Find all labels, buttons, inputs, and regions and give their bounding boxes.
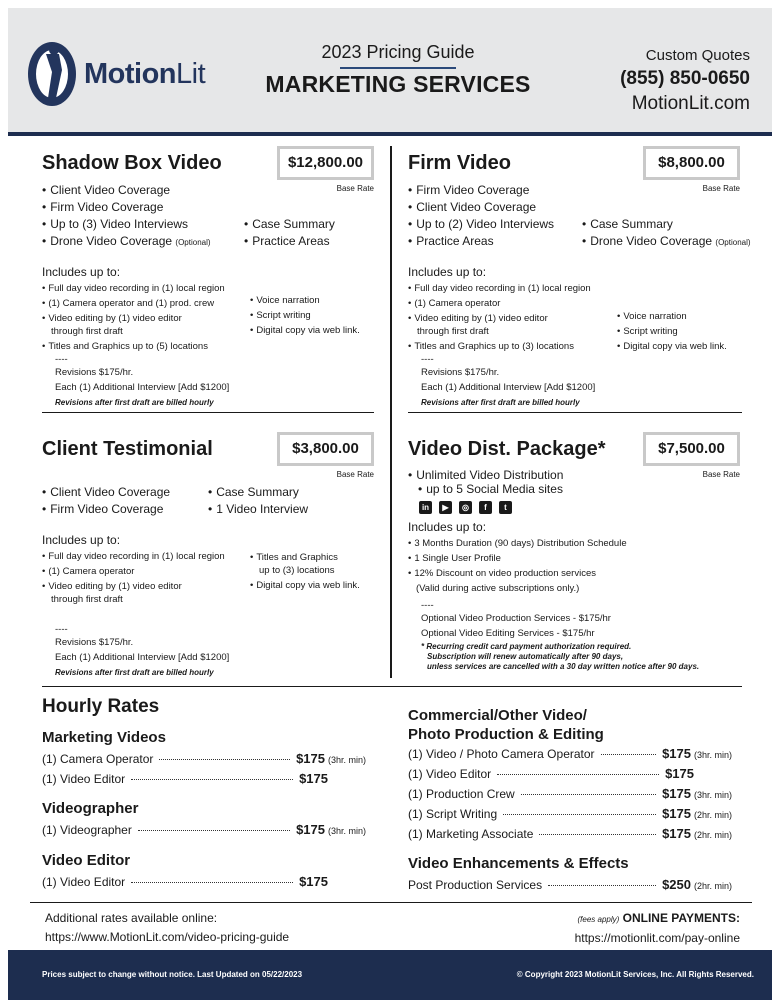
- dot-leader: [521, 794, 656, 795]
- revisions-rate: Revisions $175/hr.: [421, 367, 500, 378]
- feature-text: Drone Video Coverage: [50, 234, 173, 248]
- rate-row: [42, 874, 328, 889]
- feature-item: • Client Video Coverage: [42, 182, 211, 199]
- page-title: MARKETING SERVICES: [265, 71, 531, 97]
- dot-leader: [131, 882, 293, 883]
- feature-item: • Firm Video Coverage: [42, 199, 211, 216]
- includes-label: Includes up to:: [408, 265, 487, 279]
- website-link[interactable]: MotionLit.com: [631, 93, 750, 114]
- firm-video-title: Firm Video: [408, 152, 511, 174]
- revisions-note: Revisions after first draft are billed hourly: [55, 398, 214, 407]
- base-rate-label: Base Rate: [336, 470, 374, 479]
- dot-leader: [503, 814, 656, 815]
- rate-minimum: (2hr. min): [694, 881, 733, 891]
- rate-row: [408, 786, 738, 801]
- revisions-rate: Revisions $175/hr.: [55, 637, 134, 648]
- additional-interview: Each (1) Additional Interview [Add $1200]: [55, 382, 230, 393]
- additional-interview: Each (1) Additional Interview [Add $1200]: [421, 382, 596, 393]
- dot-leader: [159, 759, 290, 760]
- dot-leader: [497, 774, 659, 775]
- dot-leader: [548, 885, 656, 886]
- custom-quotes-label: Custom Quotes: [645, 47, 750, 64]
- feature-item: • Case Summary: [208, 484, 308, 501]
- include-item: • Digital copy via web link.: [250, 323, 360, 338]
- firm-features-left: [408, 182, 554, 250]
- rate-amount: $250: [662, 877, 691, 892]
- rate-row: [42, 822, 372, 837]
- row-divider-left: [42, 412, 374, 413]
- commercial-title-line1: Commercial/Other Video/: [408, 707, 587, 724]
- rate-amount: $175: [299, 874, 328, 889]
- client-testimonial-title: Client Testimonial: [42, 438, 213, 460]
- rate-amount: $175: [299, 771, 328, 786]
- pay-online-link[interactable]: https://motionlit.com/pay-online: [574, 931, 740, 945]
- include-item: • Full day video recording in (1) local region: [42, 281, 225, 296]
- additional-interview: Each (1) Additional Interview [Add $1200]: [55, 652, 230, 663]
- optional-tag: (Optional): [175, 238, 211, 247]
- bottom-divider: [30, 902, 752, 903]
- marketing-videos-title: Marketing Videos: [42, 729, 166, 746]
- rate-amount: $175: [665, 766, 694, 781]
- fees-note: (fees apply): [577, 915, 620, 924]
- rate-row: [42, 751, 372, 766]
- includes-label: Includes up to:: [42, 533, 121, 547]
- footer-bar: [8, 950, 772, 1000]
- feature-text: Drone Video Coverage: [590, 234, 713, 248]
- column-divider: [390, 146, 392, 678]
- feature-item: [582, 233, 751, 251]
- include-item: • 12% Discount on video production services: [408, 566, 627, 581]
- brand-motion: Motion: [84, 58, 177, 90]
- rate-label: (1) Videographer: [42, 823, 132, 837]
- video-editor-title: Video Editor: [42, 852, 131, 869]
- dot-leader: [138, 830, 290, 831]
- instagram-icon[interactable]: ◎: [459, 501, 472, 514]
- include-item: • Video editing by (1) video editor: [42, 579, 225, 594]
- optional-tag: (Optional): [715, 238, 751, 247]
- rate-row: [42, 771, 328, 786]
- rate-label: (1) Camera Operator: [42, 752, 154, 766]
- additional-rates-label: Additional rates available online:: [45, 911, 218, 925]
- rate-row: [408, 826, 738, 841]
- hourly-divider: [42, 686, 742, 687]
- rate-minimum: (3hr. min): [694, 790, 733, 800]
- include-item: • (1) Camera operator: [408, 296, 591, 311]
- row-divider-right: [408, 412, 742, 413]
- optional-editing: Optional Video Editing Services - $175/hr: [421, 628, 595, 639]
- dash-separator: ----: [55, 624, 68, 635]
- motionlit-logo-icon: [26, 40, 78, 108]
- feature-item-cont: • up to 5 Social Media sites: [408, 481, 563, 498]
- recurring-note: * Recurring credit card payment authorization required.: [421, 642, 632, 651]
- feature-item: • Up to (2) Video Interviews: [408, 216, 554, 233]
- twitter-icon[interactable]: t: [499, 501, 512, 514]
- youtube-icon[interactable]: ▶: [439, 501, 452, 514]
- include-item: • Video editing by (1) video editor: [408, 311, 591, 326]
- include-item: • (1) Camera operator: [42, 564, 225, 579]
- video-dist-price: $7,500.00: [643, 432, 740, 466]
- includes-label: Includes up to:: [42, 265, 121, 279]
- include-item-cont: through first draft: [51, 594, 123, 605]
- firm-video-price: $8,800.00: [643, 146, 740, 180]
- include-item: • Voice narration: [617, 309, 727, 324]
- rate-minimum: (2hr. min): [694, 810, 733, 820]
- dash-separator: ----: [421, 354, 434, 365]
- hourly-rates-title: Hourly Rates: [42, 696, 160, 717]
- rate-label: (1) Script Writing: [408, 807, 498, 821]
- client-testimonial-price: $3,800.00: [277, 432, 374, 466]
- online-payments-label: ONLINE PAYMENTS:: [622, 911, 740, 925]
- brand-name: [84, 58, 205, 91]
- videographer-title: Videographer: [42, 800, 139, 817]
- shadow-revisions: [55, 355, 229, 407]
- dot-leader: [131, 779, 293, 780]
- social-icons: [419, 501, 512, 514]
- rate-row: [408, 806, 738, 821]
- firm-revisions: [421, 355, 595, 407]
- enhancement-rates: [408, 877, 738, 892]
- feature-item: • Firm Video Coverage: [42, 501, 170, 518]
- cancel-note: unless services are cancelled with a 30 day written notice after 90 days.: [427, 662, 700, 671]
- rate-label: (1) Production Crew: [408, 787, 515, 801]
- base-rate-label: Base Rate: [702, 470, 740, 479]
- commercial-rates: [408, 746, 738, 841]
- feature-item: • Practice Areas: [244, 233, 335, 250]
- dist-features: [408, 467, 563, 498]
- revisions-rate: Revisions $175/hr.: [55, 367, 134, 378]
- editor-rates: [42, 874, 372, 889]
- shadow-box-price: $12,800.00: [277, 146, 374, 180]
- include-item-cont: through first draft: [417, 326, 489, 337]
- client-features-right: [208, 484, 308, 518]
- include-item: • Digital copy via web link.: [250, 578, 360, 593]
- include-item: • Digital copy via web link.: [617, 339, 727, 354]
- rate-amount: $175: [296, 751, 325, 766]
- dist-optional: [421, 601, 611, 641]
- base-rate-label: Base Rate: [336, 184, 374, 193]
- rate-label: Post Production Services: [408, 878, 543, 892]
- rate-row: [408, 746, 738, 761]
- feature-item: • Practice Areas: [408, 233, 554, 250]
- footer-copyright: © Copyright 2023 MotionLit Services, Inc. All Rights Reserved.: [516, 970, 754, 979]
- rate-minimum: (3hr. min): [328, 755, 367, 765]
- feature-item: • Up to (3) Video Interviews: [42, 216, 211, 233]
- include-item-cont: (Valid during active subscriptions only.): [416, 583, 580, 594]
- additional-rates: [45, 909, 289, 947]
- client-features-left: [42, 484, 170, 518]
- marketing-rates: [42, 751, 372, 786]
- rate-amount: $175: [662, 826, 691, 841]
- commercial-title: [408, 706, 604, 744]
- include-item: • Full day video recording in (1) local region: [408, 281, 591, 296]
- facebook-icon[interactable]: f: [479, 501, 492, 514]
- phone-number[interactable]: (855) 850-0650: [620, 68, 750, 89]
- online-payments: [470, 909, 740, 948]
- firm-includes-left: [408, 281, 591, 354]
- rate-minimum: (3hr. min): [694, 750, 733, 760]
- include-item: • Titles and Graphics up to (5) locations: [42, 339, 225, 354]
- dot-leader: [601, 754, 657, 755]
- include-item: • Script writing: [617, 324, 727, 339]
- base-rate-label: Base Rate: [702, 184, 740, 193]
- rate-amount: $175: [296, 822, 325, 837]
- include-item: • Script writing: [250, 308, 360, 323]
- brand-lit: Lit: [176, 58, 206, 90]
- rate-amount: $175: [662, 806, 691, 821]
- rate-row: [408, 766, 694, 781]
- rate-label: (1) Marketing Associate: [408, 827, 534, 841]
- include-item: • 3 Months Duration (90 days) Distribution Schedule: [408, 536, 627, 551]
- include-item: • 1 Single User Profile: [408, 551, 627, 566]
- firm-includes-right: [617, 309, 727, 354]
- feature-item: • Firm Video Coverage: [408, 182, 554, 199]
- rate-label: (1) Video Editor: [42, 875, 126, 889]
- optional-production: Optional Video Production Services - $175/hr: [421, 613, 611, 624]
- includes-label: Includes up to:: [408, 520, 487, 534]
- include-item: • Voice narration: [250, 293, 360, 308]
- dash-separator: ----: [421, 600, 434, 611]
- client-includes-right: [250, 550, 360, 593]
- rate-row: [408, 877, 738, 892]
- revisions-note: Revisions after first draft are billed hourly: [421, 398, 580, 407]
- dash-separator: ----: [55, 354, 68, 365]
- pricing-guide-link[interactable]: https://www.MotionLit.com/video-pricing-guide: [45, 930, 290, 944]
- renew-note: Subscription will renew automatically after 90 days,: [427, 652, 624, 661]
- dist-includes: [408, 536, 627, 596]
- client-revisions: [55, 625, 229, 677]
- dot-leader: [539, 834, 656, 835]
- feature-item: • Unlimited Video Distribution: [408, 467, 563, 484]
- commercial-title-line2: Photo Production & Editing: [408, 726, 604, 743]
- include-item: • (1) Camera operator and (1) prod. crew: [42, 296, 225, 311]
- rate-minimum: (2hr. min): [694, 830, 733, 840]
- video-dist-title: Video Dist. Package*: [408, 438, 606, 460]
- shadow-box-title: Shadow Box Video: [42, 152, 222, 174]
- client-includes-left: [42, 549, 225, 607]
- feature-item: • 1 Video Interview: [208, 501, 308, 518]
- shadow-includes-left: [42, 281, 225, 354]
- pricing-guide-label: 2023 Pricing Guide: [321, 42, 475, 62]
- include-item-cont: through first draft: [51, 326, 123, 337]
- feature-item: • Case Summary: [244, 216, 335, 233]
- include-item-cont: up to (3) locations: [259, 565, 335, 576]
- rate-label: (1) Video / Photo Camera Operator: [408, 747, 595, 761]
- rate-label: (1) Video Editor: [42, 772, 126, 786]
- rate-amount: $175: [662, 746, 691, 761]
- firm-features-right: [582, 216, 751, 251]
- header-divider: [340, 67, 456, 69]
- include-item: • Titles and Graphics up to (3) locations: [408, 339, 591, 354]
- shadow-features-left: [42, 182, 211, 251]
- rate-label: (1) Video Editor: [408, 767, 492, 781]
- rate-amount: $175: [662, 786, 691, 801]
- include-item: • Titles and Graphics: [250, 550, 360, 565]
- include-item: • Full day video recording in (1) local region: [42, 549, 225, 564]
- enhancements-title: Video Enhancements & Effects: [408, 855, 629, 872]
- include-item: • Video editing by (1) video editor: [42, 311, 225, 326]
- rate-minimum: (3hr. min): [328, 826, 367, 836]
- revisions-note: Revisions after first draft are billed hourly: [55, 668, 214, 677]
- dist-notes: [421, 642, 699, 672]
- feature-item: • Case Summary: [582, 216, 751, 233]
- feature-item: • Client Video Coverage: [408, 199, 554, 216]
- linkedin-icon[interactable]: in: [419, 501, 432, 514]
- shadow-features-right: [244, 216, 335, 250]
- footer-disclaimer: Prices subject to change without notice. Last Updated on 05/22/2023: [42, 970, 303, 979]
- feature-item: [42, 233, 211, 251]
- feature-item: • Client Video Coverage: [42, 484, 170, 501]
- videographer-rates: [42, 822, 372, 837]
- shadow-includes-right: [250, 293, 360, 338]
